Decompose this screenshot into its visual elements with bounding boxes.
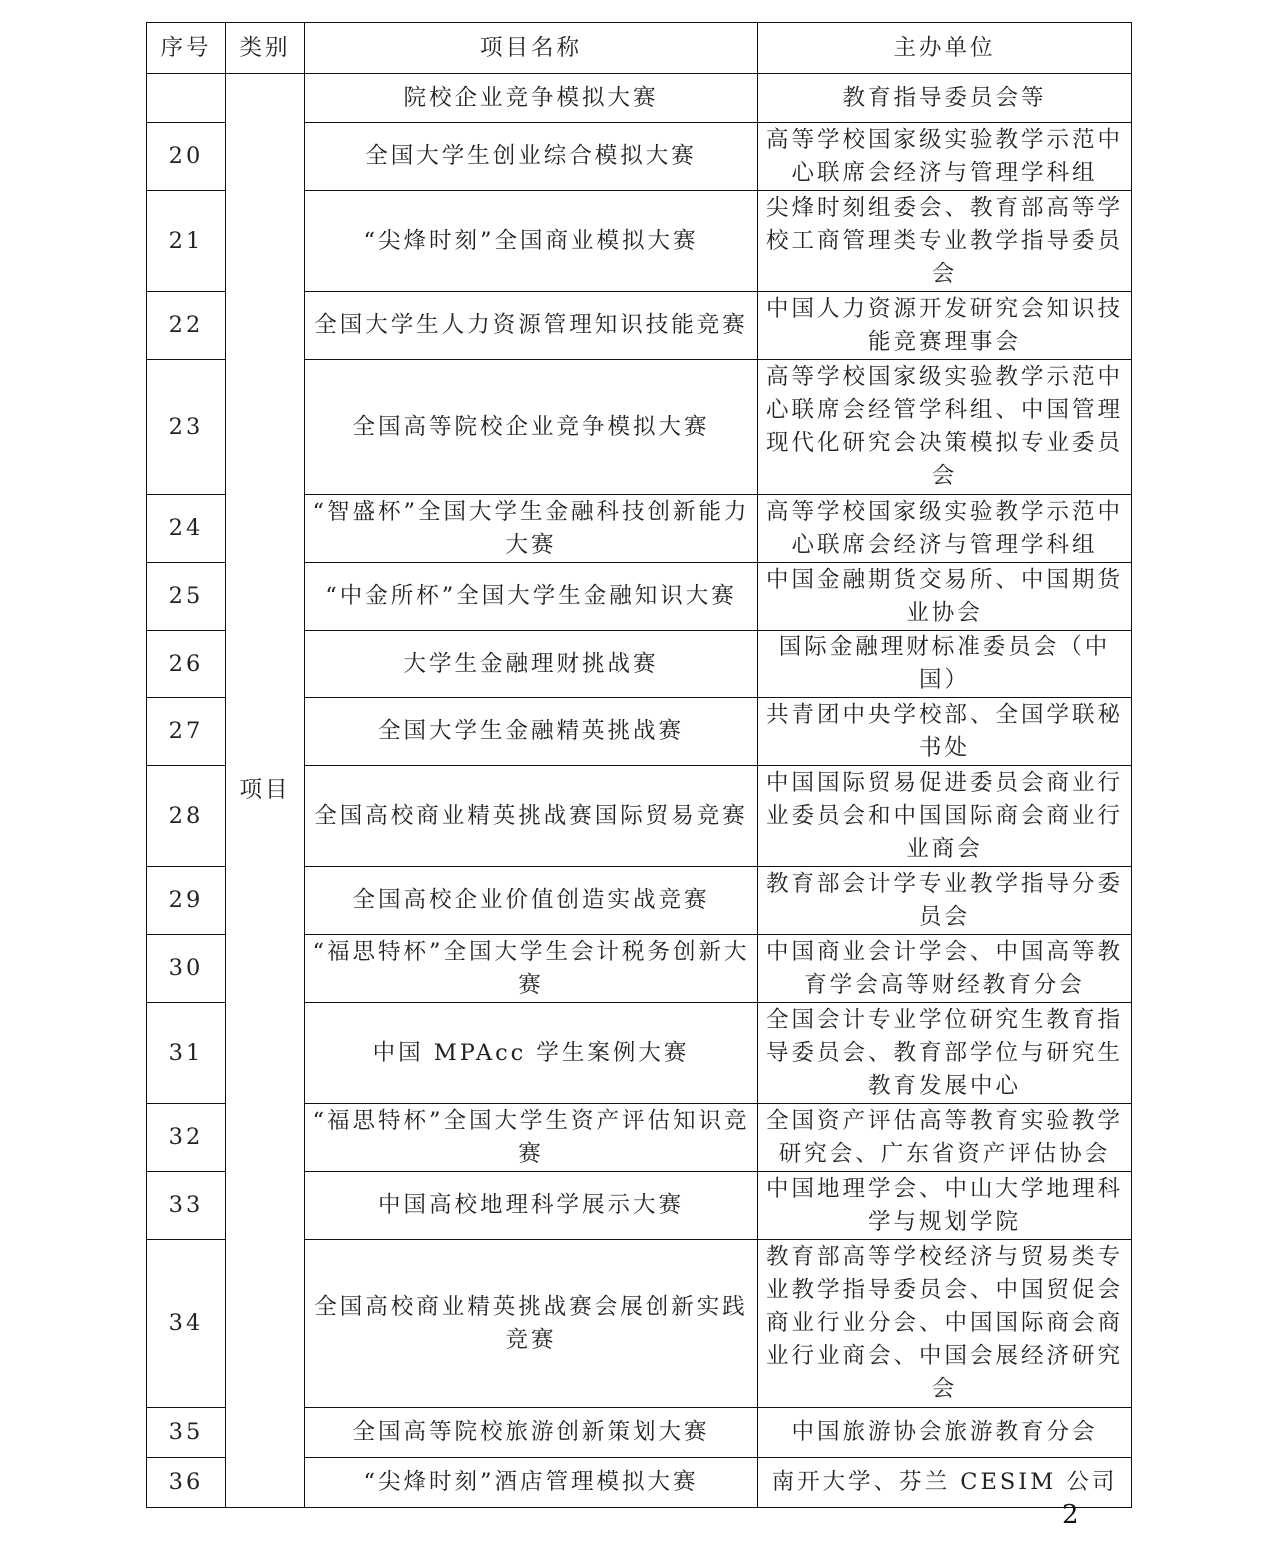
row-name: 中国高校地理科学展示大赛 — [305, 1172, 758, 1240]
row-organizer: 高等学校国家级实验教学示范中心联席会经管学科组、中国管理现代化研究会决策模拟专业委员会 — [758, 360, 1132, 495]
row-name: “尖烽时刻”全国商业模拟大赛 — [305, 191, 758, 292]
row-name: 全国高等院校旅游创新策划大赛 — [305, 1408, 758, 1458]
header-name: 项目名称 — [305, 23, 758, 74]
row-organizer: 国际金融理财标准委员会（中国） — [758, 631, 1132, 698]
row-index — [147, 74, 226, 123]
row-organizer: 高等学校国家级实验教学示范中心联席会经济与管理学科组 — [758, 495, 1132, 563]
row-name: 全国大学生创业综合模拟大赛 — [305, 123, 758, 191]
header-organizer: 主办单位 — [758, 23, 1132, 74]
row-name: 中国 MPAcc 学生案例大赛 — [305, 1003, 758, 1104]
row-index: 20 — [147, 123, 226, 191]
header-category: 类别 — [226, 23, 305, 74]
row-organizer: 中国金融期货交易所、中国期货业协会 — [758, 563, 1132, 631]
row-index: 21 — [147, 191, 226, 292]
row-index: 34 — [147, 1240, 226, 1408]
row-name: “智盛杯”全国大学生金融科技创新能力大赛 — [305, 495, 758, 563]
row-index: 22 — [147, 292, 226, 360]
row-name: 全国大学生金融精英挑战赛 — [305, 698, 758, 766]
row-organizer: 中国旅游协会旅游教育分会 — [758, 1408, 1132, 1458]
row-index: 24 — [147, 495, 226, 563]
row-index: 36 — [147, 1458, 226, 1508]
row-name: “福思特杯”全国大学生资产评估知识竞赛 — [305, 1104, 758, 1172]
table-row — [147, 74, 1132, 123]
row-index: 30 — [147, 935, 226, 1003]
row-index: 25 — [147, 563, 226, 631]
row-organizer: 教育部会计学专业教学指导分委员会 — [758, 867, 1132, 935]
category-cell: 项目 — [226, 74, 305, 1508]
row-name: 大学生金融理财挑战赛 — [305, 631, 758, 698]
row-index: 29 — [147, 867, 226, 935]
page-number: 2 — [1062, 1500, 1079, 1530]
row-index: 32 — [147, 1104, 226, 1172]
row-organizer: 教育指导委员会等 — [758, 74, 1132, 123]
row-organizer: 全国会计专业学位研究生教育指导委员会、教育部学位与研究生教育发展中心 — [758, 1003, 1132, 1104]
row-organizer: 高等学校国家级实验教学示范中心联席会经济与管理学科组 — [758, 123, 1132, 191]
row-organizer: 中国国际贸易促进委员会商业行业委员会和中国国际商会商业行业商会 — [758, 766, 1132, 867]
row-organizer: 全国资产评估高等教育实验教学研究会、广东省资产评估协会 — [758, 1104, 1132, 1172]
row-organizer: 中国人力资源开发研究会知识技能竞赛理事会 — [758, 292, 1132, 360]
row-name: 院校企业竞争模拟大赛 — [305, 74, 758, 123]
row-organizer: 中国地理学会、中山大学地理科学与规划学院 — [758, 1172, 1132, 1240]
row-index: 31 — [147, 1003, 226, 1104]
row-index: 33 — [147, 1172, 226, 1240]
header-index: 序号 — [147, 23, 226, 74]
row-name: 全国高校商业精英挑战赛会展创新实践竞赛 — [305, 1240, 758, 1408]
row-name: 全国高校企业价值创造实战竞赛 — [305, 867, 758, 935]
row-name: “福思特杯”全国大学生会计税务创新大赛 — [305, 935, 758, 1003]
row-index: 35 — [147, 1408, 226, 1458]
row-organizer: 中国商业会计学会、中国高等教育学会高等财经教育分会 — [758, 935, 1132, 1003]
row-name: “中金所杯”全国大学生金融知识大赛 — [305, 563, 758, 631]
row-name: 全国大学生人力资源管理知识技能竞赛 — [305, 292, 758, 360]
row-index: 26 — [147, 631, 226, 698]
row-name: “尖烽时刻”酒店管理模拟大赛 — [305, 1458, 758, 1508]
row-organizer: 共青团中央学校部、全国学联秘书处 — [758, 698, 1132, 766]
row-index: 23 — [147, 360, 226, 495]
competition-table — [146, 22, 1132, 1508]
row-organizer: 教育部高等学校经济与贸易类专业教学指导委员会、中国贸促会商业行业分会、中国国际商会商业行业商会、中国会展经济研究会 — [758, 1240, 1132, 1408]
table-header-row — [147, 23, 1132, 74]
row-name: 全国高校商业精英挑战赛国际贸易竞赛 — [305, 766, 758, 867]
row-index: 27 — [147, 698, 226, 766]
row-organizer: 南开大学、芬兰 CESIM 公司 — [758, 1458, 1132, 1508]
row-organizer: 尖烽时刻组委会、教育部高等学校工商管理类专业教学指导委员会 — [758, 191, 1132, 292]
row-name: 全国高等院校企业竞争模拟大赛 — [305, 360, 758, 495]
row-index: 28 — [147, 766, 226, 867]
